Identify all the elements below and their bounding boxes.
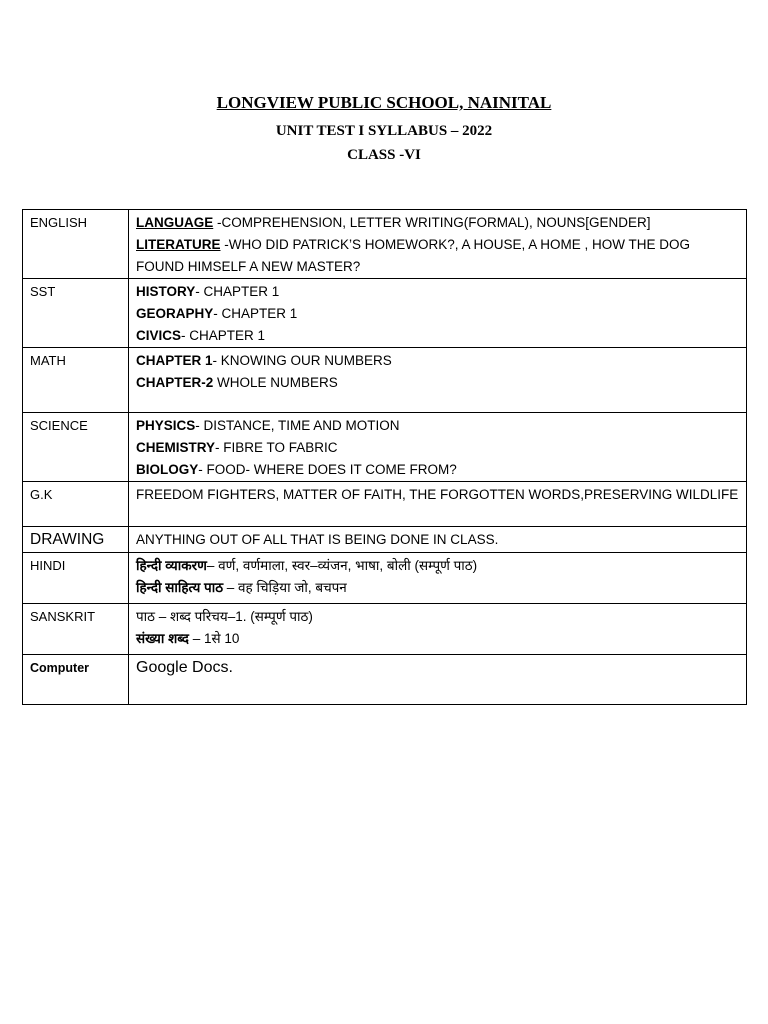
topics-cell: [129, 348, 747, 413]
test-title: UNIT TEST I SYLLABUS – 2022: [275, 123, 493, 139]
school-name-text: LONGVIEW PUBLIC SCHOOL, NAINITAL: [216, 93, 552, 112]
topic-label: CIVICS: [136, 328, 182, 343]
subject-cell: ENGLISH: [23, 210, 129, 279]
topic-text: -COMPREHENSION, LETTER WRITING(FORMAL), NOUNS[GENDER]: [213, 215, 651, 230]
topic-label: हिन्दी साहित्य पाठ: [136, 580, 224, 595]
topic-text: - FIBRE TO FABRIC: [215, 440, 338, 455]
topics-cell: Google Docs.: [129, 655, 747, 705]
topics-cell: [129, 553, 747, 604]
topics-cell: [129, 413, 747, 482]
topics-cell: [129, 279, 747, 348]
topic-text: - CHAPTER 1: [213, 306, 298, 321]
subject-cell: SST: [23, 279, 129, 348]
table-row-sanskrit: [23, 604, 747, 655]
topic-line: [136, 212, 740, 234]
topic-text: - CHAPTER 1: [195, 284, 280, 299]
topics-cell: [129, 604, 747, 655]
class-title: CLASS -VI: [347, 147, 421, 163]
topic-label: CHAPTER 1: [136, 353, 213, 368]
table-row-drawing: [23, 527, 747, 553]
topic-line: [136, 372, 740, 394]
topic-text: -WHO DID PATRICK’S HOMEWORK?, A HOUSE, A HOME , HOW THE DOG FOUND HIMSELF A NEW MASTER?: [136, 237, 691, 274]
topic-label: PHYSICS: [136, 418, 196, 433]
subject-cell: MATH: [23, 348, 129, 413]
school-name: [0, 93, 768, 113]
topic-text: - CHAPTER 1: [181, 328, 266, 343]
topic-label: CHAPTER-2: [136, 375, 214, 390]
topic-label: HISTORY: [136, 284, 196, 299]
topic-text: WHOLE NUMBERS: [213, 375, 338, 390]
topic-line: [136, 415, 740, 437]
topic-line: [136, 577, 740, 599]
table-row-computer: [23, 655, 747, 705]
topic-text: – वह चिड़िया जो, बचपन: [223, 580, 347, 595]
subject-cell: SANSKRIT: [23, 604, 129, 655]
table-row-math: [23, 348, 747, 413]
topic-text: - FOOD- WHERE DOES IT COME FROM?: [198, 462, 457, 477]
subject-cell: SCIENCE: [23, 413, 129, 482]
subject-cell: HINDI: [23, 553, 129, 604]
table-row-sst: [23, 279, 747, 348]
subject-cell: Computer: [23, 655, 129, 705]
topic-line: पाठ – शब्द परिचय–1. (सम्पूर्ण पाठ): [136, 609, 313, 624]
subject-cell: DRAWING: [23, 527, 129, 553]
topic-label: हिन्दी व्याकरण: [136, 558, 207, 573]
topic-line: [136, 234, 740, 278]
topic-text: – 1से 10: [188, 631, 240, 646]
table-row-science: [23, 413, 747, 482]
table-row-english: [23, 210, 747, 279]
topic-label: संख्या शब्द: [136, 631, 189, 646]
topic-label: LITERATURE: [136, 237, 221, 252]
subject-cell: G.K: [23, 482, 129, 527]
topics-cell: [129, 210, 747, 279]
topic-line: [136, 281, 740, 303]
topic-line: [136, 325, 740, 347]
topic-line: [136, 555, 740, 577]
topic-text: – वर्ण, वर्णमाला, स्वर–व्यंजन, भाषा, बोली (सम्पूर्ण पाठ): [206, 558, 478, 573]
topic-label: LANGUAGE: [136, 215, 214, 230]
topic-text: - DISTANCE, TIME AND MOTION: [195, 418, 400, 433]
topic-line: [136, 350, 740, 372]
table-row-gk: [23, 482, 747, 527]
topic-line: [136, 459, 740, 481]
topics-cell: ANYTHING OUT OF ALL THAT IS BEING DONE IN CLASS.: [129, 527, 747, 553]
topic-line: [136, 628, 740, 650]
topic-label: GEORAPHY: [136, 306, 214, 321]
topic-label: CHEMISTRY: [136, 440, 216, 455]
topics-cell: FREEDOM FIGHTERS, MATTER OF FAITH, THE FORGOTTEN WORDS,PRESERVING WILDLIFE: [129, 482, 747, 527]
topic-line: [136, 303, 740, 325]
topic-line: [136, 437, 740, 459]
topic-label: BIOLOGY: [136, 462, 199, 477]
table-row-hindi: [23, 553, 747, 604]
syllabus-table: [22, 209, 747, 705]
topic-text: - KNOWING OUR NUMBERS: [212, 353, 392, 368]
